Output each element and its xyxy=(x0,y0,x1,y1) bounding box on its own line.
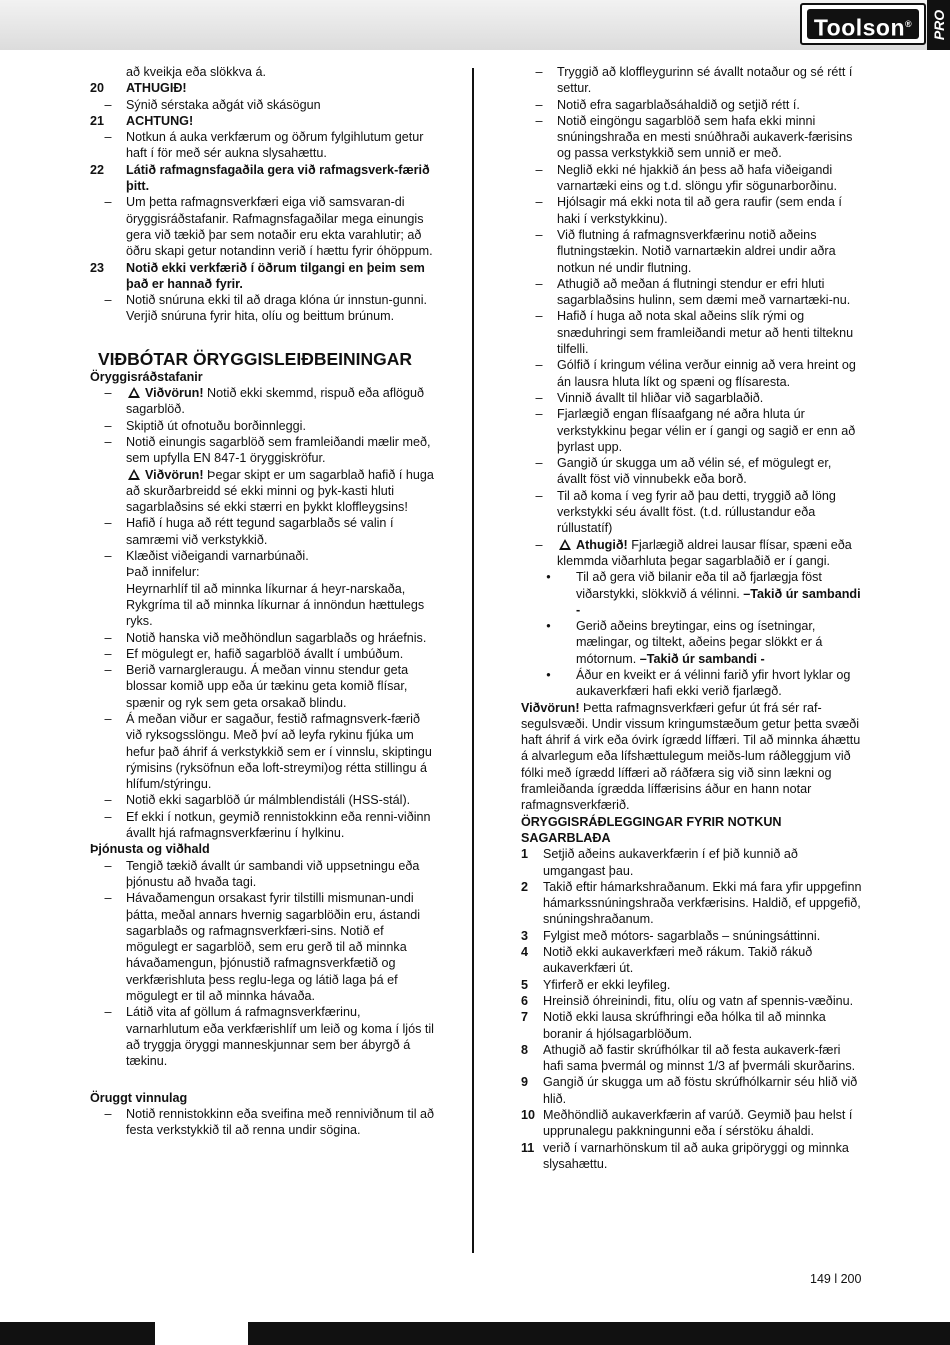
item-marker: 3 xyxy=(521,928,529,943)
item-marker: – xyxy=(535,358,543,373)
item-marker: – xyxy=(104,1106,112,1121)
item-text: Fylgist með mótors- sagarblaðs – snúningsáttinni. xyxy=(543,928,821,943)
warning-triangle-icon xyxy=(559,539,571,550)
item-body xyxy=(557,276,862,309)
numbered-item xyxy=(521,1009,862,1042)
item-body xyxy=(557,537,862,570)
continuation-text xyxy=(90,597,436,630)
numbered-item xyxy=(521,1042,862,1075)
item-marker: – xyxy=(535,407,543,422)
item-body xyxy=(543,944,862,977)
item-marker: – xyxy=(104,793,112,808)
item-body xyxy=(126,630,436,646)
item-text: Notið ekki skemmd, rispuð eða aflöguð sagarblöð. xyxy=(126,386,425,417)
item-marker: – xyxy=(104,418,112,433)
numbered-item xyxy=(521,1107,862,1140)
item-marker: – xyxy=(535,195,543,210)
item-body xyxy=(126,129,436,162)
dash-item xyxy=(90,515,436,548)
item-tail: –Takið úr sambandi - xyxy=(639,651,765,666)
warning-triangle-icon xyxy=(128,387,140,398)
item-body xyxy=(126,194,436,259)
item-text: Fjarlægið engan flísaafgang né aðra hluta úr verkstykkinu þegar vélin er í gangi og sagið er enn að þyrlast upp. xyxy=(557,407,856,454)
item-marker: – xyxy=(104,711,112,726)
item-body xyxy=(557,357,862,390)
dash-item xyxy=(521,113,862,162)
subsection-heading: Þjónusta og viðhald xyxy=(90,842,210,857)
item-text: Þegar skipt er um sagarblað hafið í huga að skurðarbreidd sé ekki minni og þyk-kasti hluti sagarblaðsins sé ekki stærri en þykkt kloffleygsins! xyxy=(126,467,434,515)
item-text: Notkun á auka verkfærum og öðrum fylgihlutum getur haft í för með sér aukna slysahættu. xyxy=(126,130,424,161)
bullet-item xyxy=(521,569,862,618)
item-body xyxy=(543,993,862,1009)
dash-item xyxy=(521,97,862,113)
item-marker: 21 xyxy=(90,113,105,128)
warning-lead: Athugið! xyxy=(576,537,628,552)
item-body xyxy=(126,434,436,467)
item-text: Berið varnargleraugu. Á meðan vinnu stendur geta blossar komið upp eða úr tækinu geta komið flísar, spænir og ryk sem geta orsakað blindu. xyxy=(126,663,409,710)
item-body xyxy=(557,97,862,113)
item-text: Gangið úr skugga um að föstu skrúfhólkarnir séu hlið við hlið. xyxy=(543,1075,858,1106)
item-body xyxy=(126,711,436,792)
item-body xyxy=(126,292,436,325)
dash-item xyxy=(521,162,862,195)
item-body xyxy=(543,1107,862,1140)
toolson-logo xyxy=(800,3,926,45)
item-body xyxy=(557,162,862,195)
dash-item xyxy=(90,858,436,891)
spacer xyxy=(90,1070,436,1090)
item-marker: – xyxy=(104,516,112,531)
dash-item xyxy=(90,792,436,808)
dash-item xyxy=(521,308,862,357)
registered-mark: ® xyxy=(905,19,913,29)
item-text: Gerið aðeins breytingar, eins og ísetningar, mælingar, og tiltekt, aðeins þegar slökkt er á mótornum. xyxy=(576,619,823,666)
brand-name: Toolson xyxy=(813,14,906,41)
dash-item xyxy=(521,537,862,570)
item-marker: – xyxy=(104,858,112,873)
continuation-text xyxy=(90,564,436,580)
item-marker: – xyxy=(535,65,543,79)
item-text: Áður en kveikt er á vélinni farið yfir hvort lyklar og aukaverkfæri hafi ekki verið fjarlægð. xyxy=(576,667,851,699)
dash-item xyxy=(90,97,436,113)
item-marker: – xyxy=(535,276,543,291)
footer-band xyxy=(0,1322,950,1345)
item-body xyxy=(126,1106,436,1139)
numbered-item xyxy=(521,879,862,928)
numbered-item xyxy=(521,1074,862,1107)
item-marker: – xyxy=(104,434,112,449)
item-marker: 4 xyxy=(521,945,529,960)
item-text: verið í varnarhönskum til að auka gripöryggi og minnka slysahættu. xyxy=(543,1140,849,1171)
numbered-item xyxy=(90,260,436,293)
item-marker: – xyxy=(535,456,543,471)
item-body xyxy=(126,418,436,434)
dash-item xyxy=(521,390,862,406)
dash-item xyxy=(521,64,862,97)
section-heading: VIÐBÓTAR ÖRYGGISLEIÐBEININGAR xyxy=(98,348,413,369)
item-marker: – xyxy=(104,1005,112,1020)
item-text: Hafið í huga að rétt tegund sagarblaðs sé valin í samræmi við verkstykkið. xyxy=(126,516,394,547)
item-text: Vinnið ávallt til hliðar við sagarblaðið. xyxy=(557,390,764,405)
item-body xyxy=(557,406,862,455)
item-marker: – xyxy=(104,663,112,678)
item-body xyxy=(126,80,436,96)
dash-item xyxy=(90,1106,436,1139)
item-text: Látið vita af göllum á rafmagnsverkfærinu, varnarhlutum eða verkfærishlíf um leið og koma í ljós til að tryggja öryggi manneskjunnar sem ber ábyrgð á tækinu. xyxy=(126,1005,434,1069)
item-text: Notið eingöngu sagarblöð sem hafa ekki minni snúningshraða en mesti snúðhraði aukaverk-færisins og passa verkstykkið sem unnið er með. xyxy=(557,113,853,161)
item-marker: – xyxy=(535,162,543,177)
item-body xyxy=(126,515,436,548)
item-text: Rykgríma til að minnka líkurnar á innöndun hættulegs ryks. xyxy=(126,597,425,629)
item-marker: 5 xyxy=(521,977,529,992)
left-column xyxy=(90,64,436,1138)
item-text: Hafið í huga að nota skal aðeins slík rými og snæduhringi sem framleiðandi metur að henti tilteknu tilfelli. xyxy=(557,309,854,357)
dash-item xyxy=(90,434,436,467)
dash-item xyxy=(521,276,862,309)
item-marker: – xyxy=(535,488,543,503)
item-text: Við flutning á rafmagnsverkfærinu notið aðeins flutningstækin. Notið varnartækin aldrei undir aðra notkun né undir flutning. xyxy=(557,227,836,275)
subsection-heading: ÖRYGGISRÁÐLEGGINGAR FYRIR NOTKUN SAGARBLAÐA xyxy=(521,814,782,845)
item-text: Þetta rafmagnsverkfæri gefur út frá sér raf-segulsvæði. Undir vissum kringumstæðum getur þetta svæði haft áhrif á virk eða óvirk ígrædd líffæri. Til að minnka áhættu á alvarlegum eða lífshættulegum meiðs-lum ráðleggjum við fólki með ígrædd líffæri að ráðfæra sig við sinn lækni og framleiðanda ígrædda líffærisins áður en hann notar rafmagnsverkfærið. xyxy=(521,700,861,813)
item-body xyxy=(543,1074,862,1107)
item-text: Notið ekki verkfærið í öðrum tilgangi en þeim sem það er hannað fyrir. xyxy=(126,260,425,291)
dash-item xyxy=(521,194,862,227)
continuation-text xyxy=(90,467,436,516)
item-text: Tryggið að kloffleygurinn sé ávallt notaður og sé rétt í settur. xyxy=(557,65,853,96)
continuation-text xyxy=(90,64,436,80)
dash-item xyxy=(90,194,436,259)
item-marker: 9 xyxy=(521,1075,529,1090)
item-marker: – xyxy=(104,646,112,661)
numbered-item xyxy=(90,80,436,96)
item-body xyxy=(126,858,436,891)
warning-lead: Viðvörun! xyxy=(145,386,204,401)
warning-lead: Viðvörun! xyxy=(145,467,204,482)
item-marker: 23 xyxy=(90,260,105,275)
item-marker: 6 xyxy=(521,993,529,1008)
item-body xyxy=(576,569,862,618)
item-marker: 8 xyxy=(521,1042,529,1057)
item-body xyxy=(543,879,862,928)
item-text: að kveikja eða slökkva á. xyxy=(126,65,267,79)
item-body xyxy=(126,113,436,129)
item-text: Til að gera við bilanir eða til að fjarlægja föst viðarstykki, slökkvið á vélinni. xyxy=(576,570,822,601)
dash-item xyxy=(90,809,436,842)
item-body xyxy=(543,1140,862,1173)
item-text: Gangið úr skugga um að vélin sé, ef mögulegt er, ávallt föst við vinnubekk eða borð. xyxy=(557,456,832,487)
dash-item xyxy=(521,227,862,276)
item-text: Takið eftir hámarkshraðanum. Ekki má fara yfir uppgefinn hámarkssnúningshraða verkfærisins. Haldið, ef uppgefið, snúningshraðanum. xyxy=(543,879,862,927)
numbered-item xyxy=(90,162,436,195)
numbered-item xyxy=(521,977,862,993)
item-body xyxy=(543,846,862,879)
item-body xyxy=(126,809,436,842)
warning-triangle-icon xyxy=(128,469,140,480)
item-text: Athugið að meðan á flutningi stendur er efri hluti sagarblaðsins hulinn, sem dæmi með varnartæki-nu. xyxy=(557,276,851,308)
item-body xyxy=(557,390,862,406)
dash-item xyxy=(521,488,862,537)
item-marker: – xyxy=(104,195,112,210)
item-text: ATHUGIÐ! xyxy=(126,81,187,96)
item-text: Notið efra sagarblaðsáhaldið og setjið rétt í. xyxy=(557,97,800,112)
continuation-text xyxy=(90,581,436,597)
item-body xyxy=(126,385,436,418)
item-marker: 11 xyxy=(521,1140,535,1155)
item-body xyxy=(576,618,862,667)
dash-item xyxy=(90,646,436,662)
dash-item xyxy=(521,357,862,390)
dash-item xyxy=(90,890,436,1004)
item-text: Sýnið sérstaka aðgát við skásögun xyxy=(126,97,321,112)
item-marker: – xyxy=(104,549,112,564)
item-marker: – xyxy=(104,891,112,906)
dash-item xyxy=(90,548,436,564)
item-text: Fjarlægið aldrei lausar flísar, spæni eða klemmda viðarhluta þegar sagarblaðið er í gangi. xyxy=(557,537,852,568)
item-marker: – xyxy=(535,113,543,128)
item-marker: – xyxy=(104,809,112,824)
numbered-item xyxy=(521,944,862,977)
item-body xyxy=(543,977,862,993)
item-body xyxy=(126,97,436,113)
item-text: Notið einungis sagarblöð sem framleiðandi mælir með, sem upfylla EN 847-1 öryggiskröfur. xyxy=(126,434,431,466)
item-marker: – xyxy=(535,390,543,405)
page-number: 149 l 200 xyxy=(810,1272,862,1286)
numbered-item xyxy=(521,928,862,944)
item-text: Notið ekki sagarblöð úr málmblendistáli (HSS-stál). xyxy=(126,793,411,808)
item-text: Meðhöndlið aukaverkfærin af varúð. Geymið þau helst í upprunalegu pakkningunni eða í sérstöku áhaldi. xyxy=(543,1108,853,1139)
item-text: Notið hanska við meðhöndlun sagarblaðs og hráefnis. xyxy=(126,630,427,645)
item-marker: – xyxy=(535,309,543,324)
item-text: Það innifelur: xyxy=(126,565,200,580)
item-body xyxy=(557,194,862,227)
footer-gap xyxy=(155,1322,248,1345)
numbered-item xyxy=(521,993,862,1009)
item-marker: • xyxy=(546,667,551,682)
subsection-heading: Öryggisráðstafanir xyxy=(90,369,203,384)
item-body xyxy=(126,792,436,808)
item-text: Hávaðamengun orsakast fyrir tilstilli mismunan-undi þátta, meðal annars hvernig sagarblöðin eru, ástandi sagarblaðs og rafmagnsverkfæri-sins. Notið ef mögulegt er sagarblöð, sem eru gerð til að minnka hávaðamengun, þjónustið rafmagnsverkfætið og verkfærishluta þess reglu-lega og látið laga þá ef mögulegt er til að minnka hávaða. xyxy=(126,891,421,1004)
item-body xyxy=(557,308,862,357)
item-text: Notið ekki lausa skrúfhringi eða hólka til að minnka boranir á hjólsagarblöðum. xyxy=(543,1010,826,1041)
bullet-item xyxy=(521,667,862,700)
item-marker: – xyxy=(535,537,543,552)
item-body xyxy=(543,1042,862,1075)
dash-item xyxy=(90,1004,436,1069)
item-body xyxy=(126,890,436,1004)
item-marker: 20 xyxy=(90,81,105,96)
dash-item xyxy=(90,418,436,434)
dash-item xyxy=(90,385,436,418)
numbered-item xyxy=(90,113,436,129)
dash-item xyxy=(90,292,436,325)
item-marker: 10 xyxy=(521,1108,536,1122)
item-marker: – xyxy=(104,97,112,112)
item-body xyxy=(126,646,436,662)
column-divider xyxy=(472,68,474,1253)
item-text: Skiptið út ofnotuðu borðinnleggi. xyxy=(126,418,306,433)
dash-item xyxy=(90,129,436,162)
item-text: Notið snúruna ekki til að draga klóna úr innstun-gunni. Verjið snúruna fyrir hita, olíu og beittum brúnum. xyxy=(126,293,428,324)
item-text: Yfirferð er ekki leyfileg. xyxy=(543,977,671,992)
item-text: Hreinsið óhreinindi, fitu, olíu og vatn af spennis-væðinu. xyxy=(543,993,854,1008)
item-text: Til að koma í veg fyrir að þau detti, tryggið að löng verkstykki séu ávallt föst. (t.d. rúllustandur eða rúllustatíf) xyxy=(557,488,836,536)
dash-item xyxy=(90,630,436,646)
dash-item xyxy=(521,455,862,488)
item-marker: – xyxy=(535,227,543,242)
item-text: Um þetta rafmagnsverkfæri eiga við samsvaran-di öryggisráðstafanir. Rafmagnsfagaðilar mega einungis gera við tækið þar sem notaðir eru ekta varahlutir; að öðru skapi getur notandinn verið í hættu fyrir óhöppum. xyxy=(126,195,433,259)
item-text: Á meðan viður er sagaður, festið rafmagnsverk-færið við ryksogsslöngu. Með því að leyfa rykinu fjúka um hefur það áhrif á verkstykkið sem er í vinnslu, skiptingu rýmisins (ryksöfnun eða loft-streymi)og rétta stillingu á hlífum/stýringu. xyxy=(126,711,432,792)
item-marker: – xyxy=(104,386,112,401)
item-text: ACHTUNG! xyxy=(126,113,194,128)
pro-label: PRO xyxy=(930,9,947,41)
item-body xyxy=(557,113,862,162)
item-text: Ef mögulegt er, hafið sagarblöð ávallt í umbúðum. xyxy=(126,646,404,661)
item-text: Setjið aðeins aukaverkfærin í ef þið kunnið að umgangast þau. xyxy=(543,847,798,878)
item-body xyxy=(557,455,862,488)
item-text: Neglið ekki né hjakkið án þess að hafa viðeigandi varnartæki eins og t.d. slöngu yfir sögunarborðinu. xyxy=(557,162,838,194)
item-marker: – xyxy=(104,293,112,308)
item-text: Ef ekki í notkun, geymið rennistokkinn eða renni-viðinn ávallt hjá rafmagnsverkfærinu í hylkinu. xyxy=(126,809,431,841)
paragraph xyxy=(521,700,862,814)
warning-lead: Viðvörun! xyxy=(521,700,580,715)
item-marker: – xyxy=(104,130,112,145)
item-tail: –Takið úr sambandi - xyxy=(576,586,861,617)
item-marker: – xyxy=(535,97,543,112)
item-body xyxy=(126,162,436,195)
item-body xyxy=(543,928,862,944)
item-text: Látið rafmagnsfagaðila gera við rafmagsverk-færið þitt. xyxy=(126,162,430,194)
item-body xyxy=(557,488,862,537)
dash-item xyxy=(521,406,862,455)
item-body xyxy=(126,1004,436,1069)
item-text: Heyrnarhlíf til að minnka líkurnar á heyr-narskaða, xyxy=(126,581,406,596)
item-marker: 2 xyxy=(521,879,529,894)
item-body xyxy=(557,64,862,97)
item-text: Athugið að fastir skrúfhólkar til að festa aukaverk-færi hafi sama þvermál og minnst 1/3 af þvermáli skurðarins. xyxy=(543,1042,856,1074)
item-text: Tengið tækið ávallt úr sambandi við uppsetningu eða þjónustu að hvaða tagi. xyxy=(126,858,420,889)
item-marker: 22 xyxy=(90,162,105,177)
item-text: Klæðist viðeigandi varnarbúnaði. xyxy=(126,549,309,564)
pro-tab xyxy=(927,0,950,50)
item-text: Notið rennistokkinn eða sveifina með renniviðnum til að festa verkstykkið til að renna undir sögina. xyxy=(126,1106,435,1138)
bullet-item xyxy=(521,618,862,667)
item-body xyxy=(557,227,862,276)
item-marker: 7 xyxy=(521,1010,529,1025)
dash-item xyxy=(90,662,436,711)
numbered-item xyxy=(521,846,862,879)
item-body xyxy=(126,548,436,564)
item-body xyxy=(576,667,862,700)
item-text: Notið ekki aukaverkfæri með rákum. Takið rákuð aukaverkfæri út. xyxy=(543,945,813,976)
item-marker: 1 xyxy=(521,847,529,862)
item-text: Hjólsagir má ekki nota til að gera raufir (sem enda í haki í verkstykkinu). xyxy=(557,195,842,226)
item-marker: • xyxy=(546,619,551,634)
item-marker: • xyxy=(546,570,551,585)
numbered-item xyxy=(521,1140,862,1173)
subsection-heading: Öruggt vinnulag xyxy=(90,1090,188,1105)
item-body xyxy=(543,1009,862,1042)
item-body xyxy=(126,662,436,711)
item-text: Gólfið í kringum vélina verður einnig að vera hreint og án lausra hluta líkt og spæni og flísaresta. xyxy=(557,358,856,389)
right-column xyxy=(521,64,862,1172)
item-body xyxy=(126,260,436,293)
dash-item xyxy=(90,711,436,792)
item-marker: – xyxy=(104,630,112,645)
